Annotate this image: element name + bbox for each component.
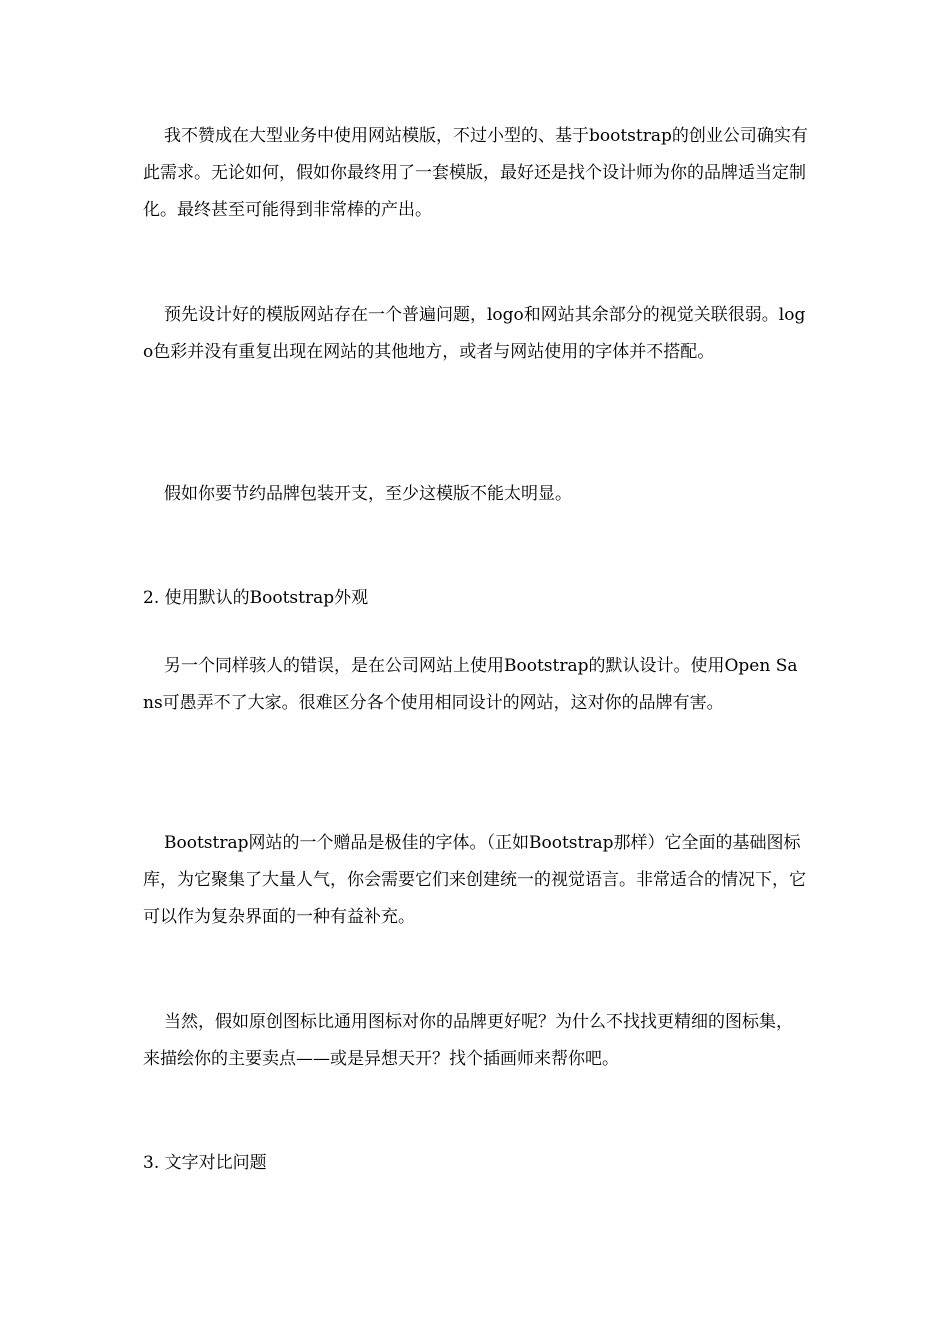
- paragraph-icon-library: Bootstrap网站的一个赠品是极佳的字体。（正如Bootstrap那样）它全面的基础图标库，为它聚集了大量人气，你会需要它们来创建统一的视觉语言。非常适合的情况下，它可以作为复杂界面的一种有益补充。: [143, 833, 806, 927]
- paragraph-default-design-mistake: 另一个同样骇人的错误，是在公司网站上使用Bootstrap的默认设计。使用Open Sans可愚弄不了大家。很难区分各个使用相同设计的网站，这对你的品牌有害。: [143, 656, 798, 713]
- paragraph-logo-visual-link: 预先设计好的模版网站存在一个普遍问题，logo和网站其余部分的视觉关联很弱。logo色彩并没有重复出现在网站的其他地方，或者与网站使用的字体并不搭配。: [143, 305, 806, 362]
- section-heading-text-contrast: 3. 文字对比问题: [143, 1153, 267, 1173]
- paragraph-branding-budget: 假如你要节约品牌包装开支，至少这模版不能太明显。: [164, 484, 572, 504]
- paragraph-original-icons: 当然，假如原创图标比通用图标对你的品牌更好呢？为什么不找找更精细的图标集，来描绘你的主要卖点——或是异想天开？找个插画师来帮你吧。: [143, 1012, 793, 1069]
- paragraph-template-customization: 我不赞成在大型业务中使用网站模版，不过小型的、基于bootstrap的创业公司确实有此需求。无论如何，假如你最终用了一套模版，最好还是找个设计师为你的品牌适当定制化。最终甚至可能得到非常棒的产出。: [143, 126, 808, 220]
- section-heading-default-bootstrap: 2. 使用默认的Bootstrap外观: [143, 588, 369, 608]
